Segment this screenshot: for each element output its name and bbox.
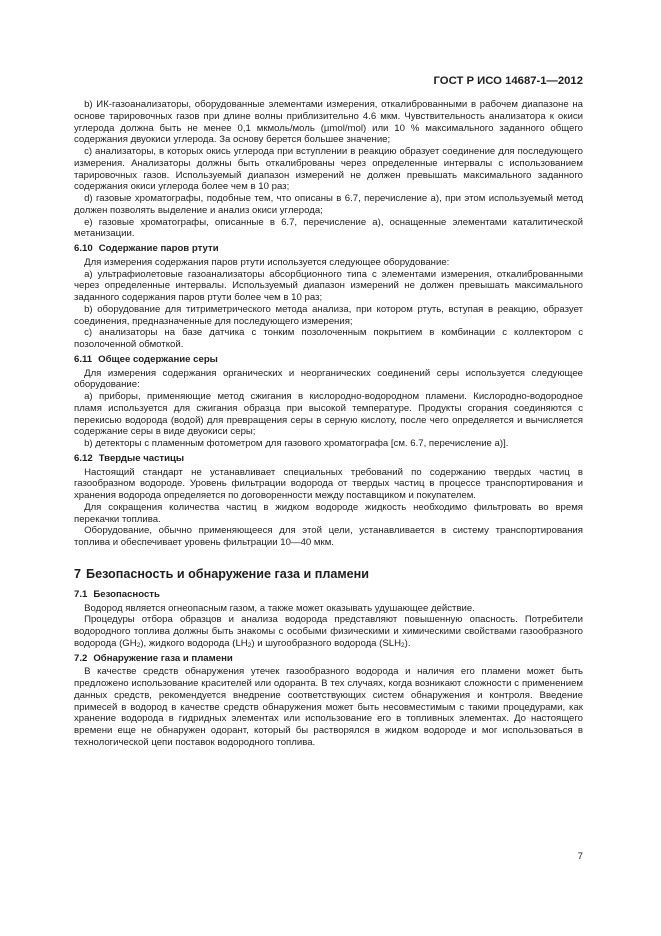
subsection-heading — [74, 453, 583, 465]
section-number: 7 — [74, 566, 82, 581]
page-content — [74, 99, 583, 749]
paragraph: d) газовые хроматографы, подобные тем, что описаны в 6.7, перечисление а), при этом используемый метод должен позволять выделение и анализ окиси углерода; — [74, 193, 583, 216]
paragraph: Оборудование, обычно применяющееся для этой цели, устанавливается в систему транспортирования топлива и обеспечивает уровень фильтрации 10—40 мкм. — [74, 525, 583, 548]
document-header: ГОСТ Р ИСО 14687-1—2012 — [433, 75, 583, 87]
subsection-title: Безопасность — [93, 588, 160, 600]
subsection-number: 6.10 — [74, 243, 93, 254]
paragraph: Для сокращения количества частиц в жидком водороде жидкость необходимо фильтровать во время перекачки топлива. — [74, 501, 583, 525]
paragraph: a) приборы, применяющие метод сжигания в кислородно-водородном пламени. Кислородно-водородное пламя используется для сжигания образца при высокой температуре. Продукты сгорания соединяются с перекисью водорода (водой) для превращения серы в серную кислоту, после чего определяется и вычисляется содержание серы в виде двуокиси серы; — [74, 391, 583, 438]
section-heading — [74, 567, 583, 582]
paragraph: Для измерения содержания паров ртути используется следующее оборудование: — [84, 256, 450, 268]
paragraph: Процедуры отбора образцов и анализа водорода представляют повышенную опасность. Потребители водородного топлива должны быть знакомы с особыми физическими и химическими свойствами газообразного водорода $(GH_2)$, жидкого водорода $(LH_2)$ и шугообразного водорода $(SLH_2)$. — [74, 614, 583, 649]
subsection-heading — [74, 243, 583, 255]
paragraph: Водород является огнеопасным газом, а также может оказывать удушающее действие. — [84, 602, 475, 614]
subsection-title: Твердые частицы — [98, 452, 185, 464]
subsection-number: 6.11 — [74, 353, 93, 365]
paragraph: В качестве средств обнаружения утечек газообразного водорода и наличия его пламени может быть предложено использование красителей или одоранта. В тех случаях, когда возникают сложности с применением данных средств, рекомендуется внедрение соответствующих систем обнаружения и контроля. Введение примесей в водород в качестве средств обнаружения может быть несовместимым с такими процедурами, как хранение водорода в гидридных элементах или использование его в топливных элементах. До настоящего времени еще не обнаружен одорант, который бы растворялся в жидком водороде и мог использоваться в технологической цепи поставок водородного топлива. — [74, 666, 583, 748]
subsection-heading — [74, 653, 583, 665]
paragraph: e) газовые хроматографы, описанные в 6.7, перечисление а), оснащенные элементами каталитической метанизации. — [74, 216, 583, 240]
subsection-heading — [74, 589, 583, 601]
paragraph: a) ультрафиолетовые газоанализаторы абсорбционного типа с элементами измерения, откалиброванными через определенные интервалы. Используемый диапазон измерений не должен превышать максимального заданного содержания паров ртути более чем в 10 раз; — [74, 268, 583, 303]
subsection-title: Обнаружение газа и пламени — [93, 652, 233, 664]
subsection-number: 6.12 — [74, 452, 93, 464]
subsection-heading — [74, 354, 583, 366]
paragraph: c) анализаторы, в которых окись углерода при вступлении в реакцию образует соединение для последующего измерения. Анализаторы должны быть откалиброваны через определенные интервалы с использованием тарировочных газов. Используемый диапазон измерений не должен превышать максимального заданного содержания окиси углерода более чем в 10 раз; — [74, 146, 583, 193]
paragraph: b) ИК-газоанализаторы, оборудованные элементами измерения, откалиброванными в рабочем диапазоне на основе тарировочных газов при длине волны приблизительно 4.6 мкм. Чувствительность анализатора к окиси углерода должна быть не менее 0,1 мкмоль/моль (µmol/mol) или 10 % максимального заданного общего содержания двуокиси углерода. За основу берется большее значение; — [74, 99, 583, 146]
paragraph: b) оборудование для титриметрического метода анализа, при котором ртуть, вступая в реакцию, образует соединения, предназначенные для последующего измерения; — [74, 303, 583, 327]
subsection-title: Общее содержание серы — [98, 353, 218, 365]
subsection-number: 7.2 — [74, 652, 88, 664]
paragraph: Для измерения содержания органических и неорганических соединений серы используется следующее оборудование: — [74, 367, 583, 391]
subsection-title: Содержание паров ртути — [98, 243, 219, 254]
section-title: Безопасность и обнаружение газа и пламени — [86, 566, 370, 581]
paragraph: Настоящий стандарт не устанавливает специальных требований по содержанию твердых частиц в газообразном водороде. Уровень фильтрации водорода от твердых частиц в процессе транспортирования и хранения водорода определяется по договоренности между поставщиком и покупателем. — [74, 466, 583, 501]
paragraph: b) детекторы с пламенным фотометром для газового хроматографа [см. 6.7, перечисление а)]. — [84, 438, 509, 449]
paragraph: c) анализаторы на базе датчика с тонким позолоченным покрытием в комбинации с коллектором с позолоченной обмоткой. — [74, 327, 583, 350]
subsection-number: 7.1 — [74, 588, 88, 600]
page-number: 7 — [577, 851, 583, 862]
